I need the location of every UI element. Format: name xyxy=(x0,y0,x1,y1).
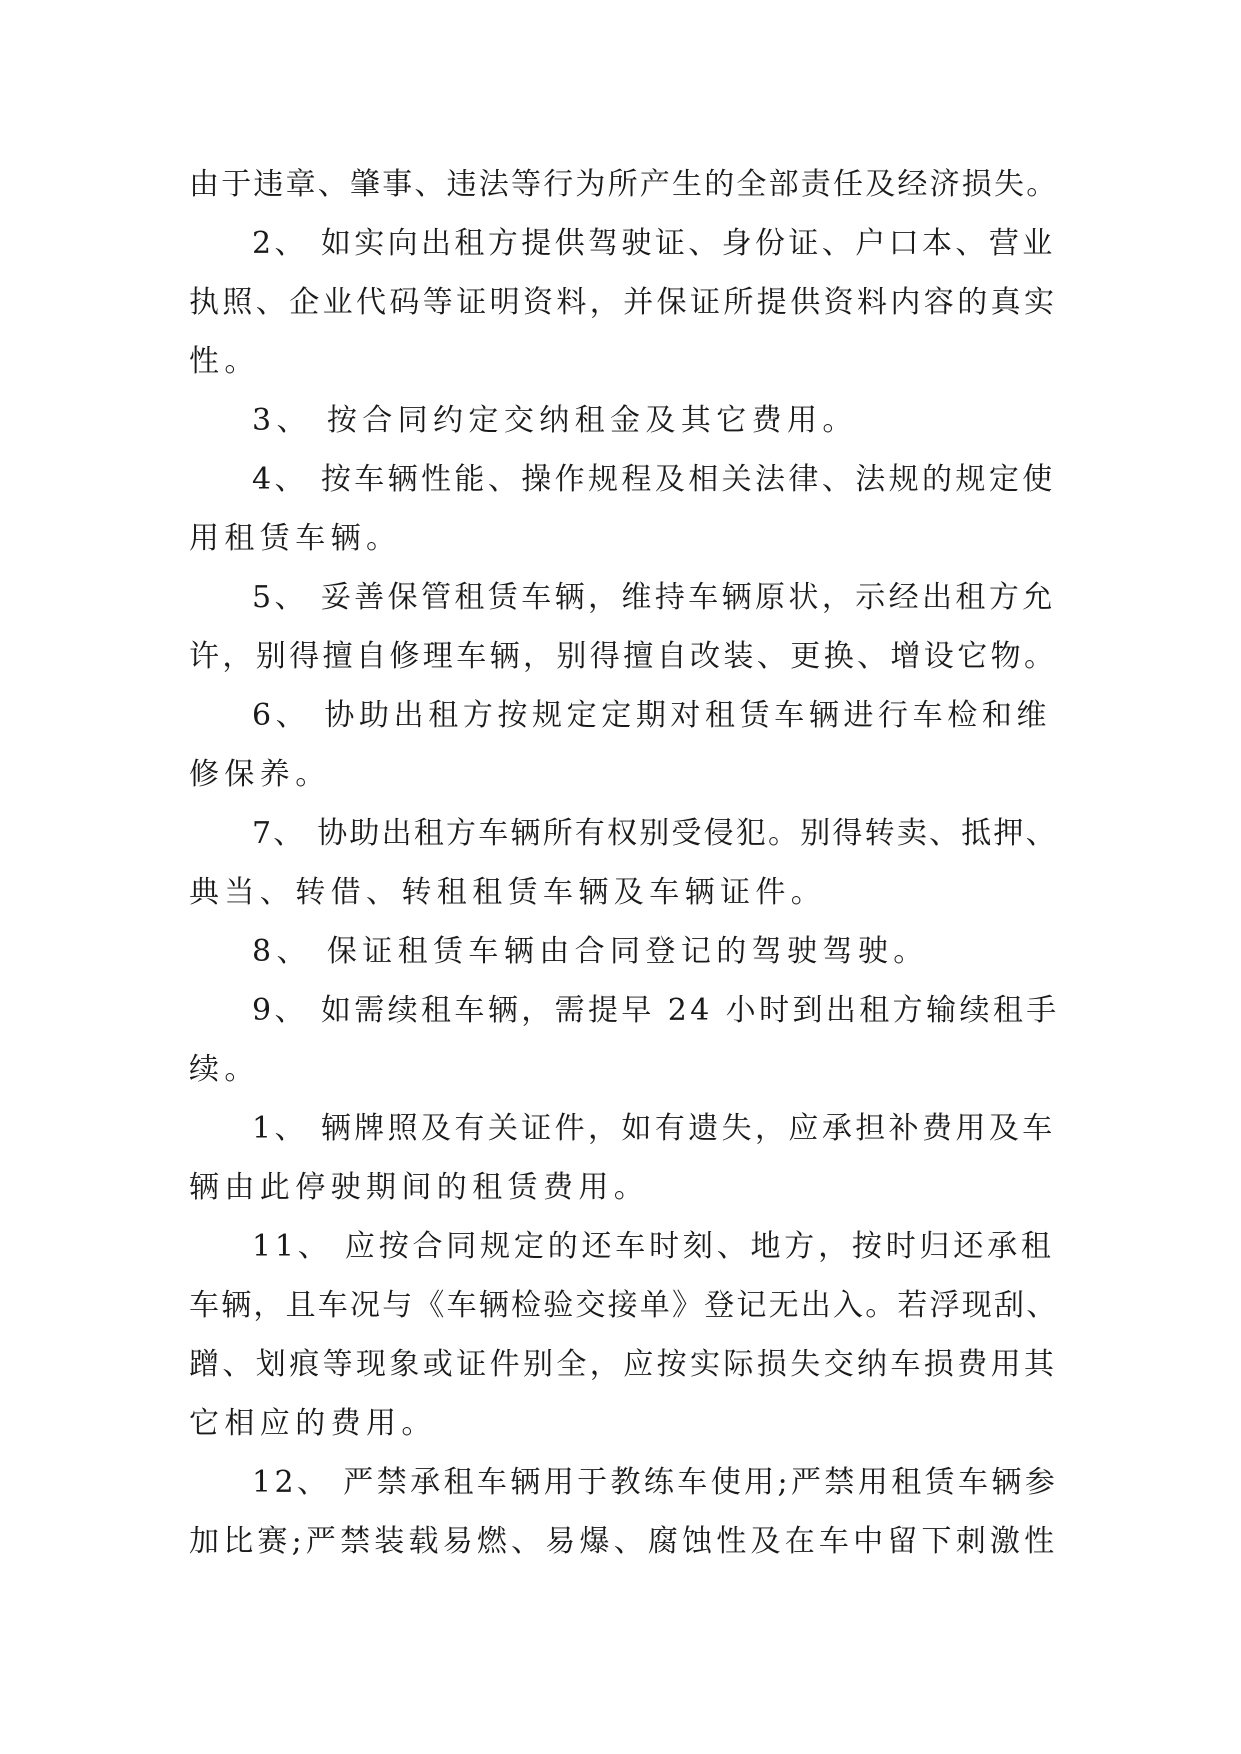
text-line: 续。 xyxy=(189,1052,260,1087)
text-line: 8、 保证租赁车辆由合同登记的驾驶驾驶。 xyxy=(252,934,929,969)
text-line: 4、 按车辆性能、操作规程及相关法律、法规的规定使 xyxy=(252,462,1056,497)
text-line: 蹭、划痕等现象或证件别全，应按实际损失交纳车损费用其 xyxy=(189,1347,1058,1382)
text-line: 1、 辆牌照及有关证件，如有遗失，应承担补费用及车 xyxy=(252,1111,1056,1146)
text-line: 它相应的费用。 xyxy=(189,1406,437,1441)
text-line: 7、 协助出租方车辆所有权别受侵犯。别得转卖、抵押、 xyxy=(252,816,1058,851)
text-line: 性。 xyxy=(189,344,260,379)
text-line: 车辆，且车况与《车辆检验交接单》登记无出入。若浮现刮、 xyxy=(189,1288,1059,1323)
text-line: 2、 如实向出租方提供驾驶证、身份证、户口本、营业 xyxy=(252,226,1056,261)
text-line: 由于违章、肇事、违法等行为所产生的全部责任及经济损失。 xyxy=(189,167,1059,202)
text-line: 9、 如需续租车辆，需提早 24 小时到出租方输续租手 xyxy=(252,993,1060,1028)
text-line: 许，别得擅自修理车辆，别得擅自改装、更换、增设它物。 xyxy=(189,639,1058,674)
text-line: 辆由此停驶期间的租赁费用。 xyxy=(189,1170,650,1205)
text-line: 11、 应按合同规定的还车时刻、地方，按时归还承租 xyxy=(252,1229,1055,1264)
text-line: 6、 协助出租方按规定定期对租赁车辆进行车检和维 xyxy=(252,698,1052,733)
text-line: 加比赛;严禁装载易燃、易爆、腐蚀性及在车中留下刺激性 xyxy=(189,1524,1059,1559)
text-line: 典当、转借、转租租赁车辆及车辆证件。 xyxy=(189,875,827,910)
text-line: 3、 按合同约定交纳租金及其它费用。 xyxy=(252,403,858,438)
text-line: 5、 妥善保管租赁车辆，维持车辆原状，示经出租方允 xyxy=(252,580,1056,615)
text-line: 12、 严禁承租车辆用于教练车使用;严禁用租赁车辆参 xyxy=(252,1465,1059,1500)
text-line: 修保养。 xyxy=(189,757,331,792)
text-line: 用租赁车辆。 xyxy=(189,521,402,556)
text-line: 执照、企业代码等证明资料，并保证所提供资料内容的真实 xyxy=(189,285,1058,320)
